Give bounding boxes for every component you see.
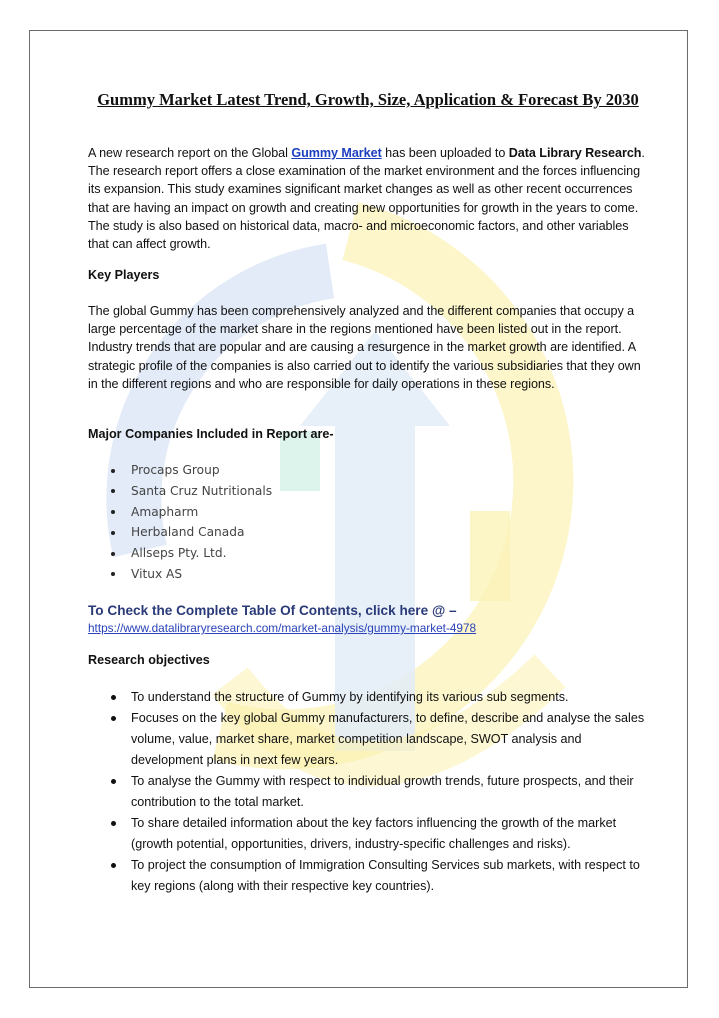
objectives-heading: Research objectives [88,653,210,667]
list-item [88,481,272,502]
company-name: Amapharm [131,504,199,519]
bullet-icon [111,716,116,721]
intro-paragraph [88,144,648,253]
bullet-icon [111,779,116,784]
list-item [88,543,272,564]
objectives-list [88,687,648,897]
bullet-icon [111,572,115,576]
bullet-icon [111,695,116,700]
bullet-icon [111,510,115,514]
document-page [29,30,688,988]
bullet-icon [111,821,116,826]
key-players-heading: Key Players [88,268,160,282]
list-item [88,771,648,813]
list-item [88,460,272,481]
intro-text-2: has been uploaded to [381,146,509,160]
objective-text: Focuses on the key global Gummy manufacturers, to define, describe and analyse the sales volume, value, market share, market competition landscape, SWOT analysis and development plans in next few years. [131,711,645,767]
bullet-icon [111,489,115,493]
objective-text: To understand the structure of Gummy by identifying its various sub segments. [131,690,569,704]
companies-heading: Major Companies Included in Report are- [88,427,334,441]
company-name: Procaps Group [131,463,220,477]
company-name: Santa Cruz Nutritionals [131,483,273,498]
objective-text: To project the consumption of Immigration Consulting Services sub markets, with respect to key regions (along with their respective key countries). [131,858,640,893]
company-name: Herbaland Canada [131,525,245,540]
list-item [88,687,648,708]
intro-text-1: A new research report on the Global [88,146,292,160]
list-item [88,502,272,523]
list-item [88,708,648,771]
page-title: Gummy Market Latest Trend, Growth, Size, Application & Forecast By 2030 [97,90,639,109]
bullet-icon [111,863,116,868]
bullet-icon [111,531,115,535]
gummy-market-link[interactable]: Gummy Market [291,146,382,160]
company-name: Allseps Pty. Ltd. [131,546,227,561]
key-players-paragraph: The global Gummy has been comprehensively analyzed and the different companies that occupy a large percentage of the market share in the regions mentioned have been listed out in the report. Industry trends that are popular and are causing a resurgence in the market growth are identified. A strategic profile of the companies is also carried out to identify the various subsidiaries that they own in the different regions and who are responsible for daily operations in these regions. [88,304,641,391]
toc-url-link[interactable]: https://www.datalibraryresearch.com/market-analysis/gummy-market-4978 [88,621,477,635]
list-item [88,813,648,855]
companies-list [88,460,272,585]
objective-text: To share detailed information about the key factors influencing the growth of the market (growth potential, opportunities, drivers, industry-specific challenges and risks). [131,816,617,851]
objective-text: To analyse the Gummy with respect to individual growth trends, future prospects, and their contribution to the total market. [131,774,634,809]
intro-text-3: . The research report offers a close examination of the market environment and the forces influencing its expansion. This study examines significant market changes as well as other recent occurrences that are having an impact on growth and creating new opportunities for growth in the years to come. The study is also based on historical data, macro- and microeconomic factors, and other variables that can affect growth. [88,146,645,252]
company-name: Vitux AS [131,566,183,581]
intro-bold-name: Data Library Research [508,146,642,160]
list-item [88,855,648,897]
toc-heading: To Check the Complete Table Of Contents, click here @ – [88,603,457,618]
list-item [88,522,272,543]
bullet-icon [111,552,115,556]
list-item [88,564,272,585]
bullet-icon [111,469,115,473]
